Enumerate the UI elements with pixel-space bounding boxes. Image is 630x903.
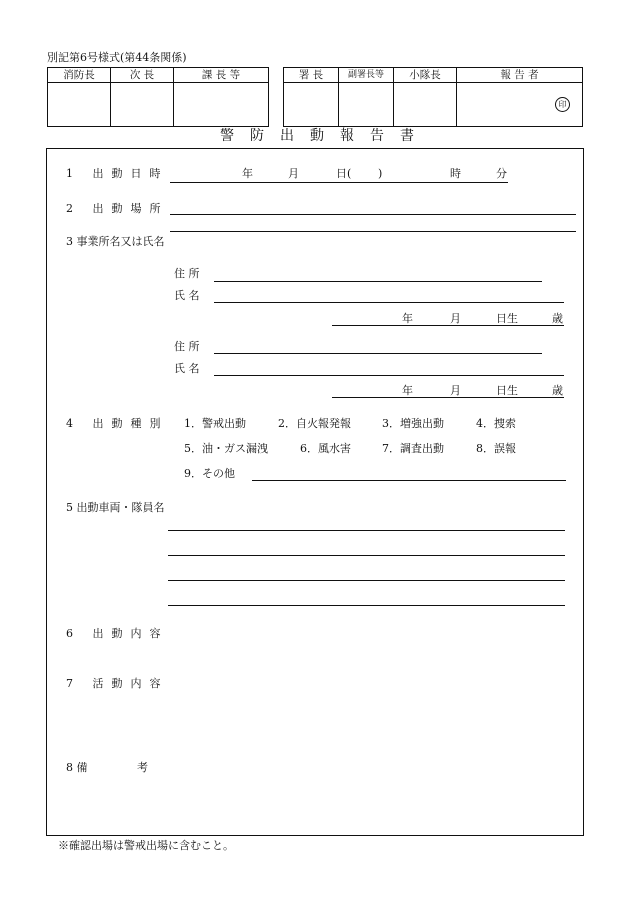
- birth-month-unit-1: 月: [450, 312, 461, 325]
- name-field-2[interactable]: [214, 375, 564, 376]
- dispatch-type-option-4[interactable]: 4．捜索: [476, 417, 516, 430]
- dispatch-minute-unit: 分: [496, 167, 507, 180]
- stamp-header-fire-chief: 消防長: [48, 68, 111, 83]
- dispatch-type-option-2[interactable]: 2．自火報発報: [278, 417, 351, 430]
- address-field-2[interactable]: [214, 353, 542, 354]
- label-address-2: 住 所: [174, 340, 200, 353]
- age-unit-2: 歳: [552, 384, 563, 397]
- label-dispatch-content: 6 出動内容: [66, 627, 169, 640]
- stamp-box-deputy-chief[interactable]: [111, 83, 174, 127]
- birthdate-field-1[interactable]: [332, 325, 564, 326]
- stamp-header-platoon-leader: 小隊長: [394, 68, 457, 83]
- dispatch-place-line-2[interactable]: [170, 231, 576, 232]
- approval-stamp-table-left: [47, 67, 269, 127]
- stamp-box-platoon-leader[interactable]: [394, 83, 457, 127]
- birth-year-unit-2: 年: [402, 384, 413, 397]
- vehicles-line-4[interactable]: [168, 605, 565, 606]
- stamp-box-reporter[interactable]: [457, 83, 583, 127]
- stamp-box-fire-chief[interactable]: [48, 83, 111, 127]
- vehicles-line-3[interactable]: [168, 580, 565, 581]
- stamp-header-section-chief: 課 長 等: [174, 68, 269, 83]
- stamp-header-deputy-station-chief: 副署長等: [339, 68, 394, 83]
- dispatch-weekday-close: ): [378, 167, 383, 180]
- dispatch-type-option-1[interactable]: 1．警戒出動: [184, 417, 246, 430]
- label-vehicles-personnel: 5 出動車両・隊員名: [66, 501, 165, 514]
- dispatch-day-unit: 日(: [336, 167, 352, 180]
- vehicles-line-1[interactable]: [168, 530, 565, 531]
- dispatch-type-option-9[interactable]: 9．その他: [184, 467, 235, 480]
- stamp-box-station-chief[interactable]: [284, 83, 339, 127]
- label-business-or-name: 3 事業所名又は氏名: [66, 235, 165, 248]
- dispatch-type-option-5[interactable]: 5．油・ガス漏洩: [184, 442, 268, 455]
- birth-day-unit-1: 日生: [496, 312, 518, 325]
- label-remarks-suffix: 考: [137, 761, 148, 774]
- form-reference: 別記第6号様式(第44条関係): [47, 51, 187, 64]
- form-frame: [46, 148, 584, 836]
- birthdate-field-2[interactable]: [332, 397, 564, 398]
- dispatch-hour-unit: 時: [450, 167, 461, 180]
- address-field-1[interactable]: [214, 281, 542, 282]
- label-name-1: 氏 名: [174, 289, 200, 302]
- stamp-header-reporter: 報 告 者: [457, 68, 583, 83]
- stamp-box-deputy-station-chief[interactable]: [339, 83, 394, 127]
- label-address-1: 住 所: [174, 267, 200, 280]
- seal-mark: 印: [555, 97, 570, 112]
- dispatch-type-option-8[interactable]: 8．誤報: [476, 442, 516, 455]
- name-field-1[interactable]: [214, 302, 564, 303]
- dispatch-type-option-7[interactable]: 7．調査出動: [382, 442, 444, 455]
- footnote: ※確認出場は警戒出場に含むこと。: [58, 839, 234, 852]
- dispatch-type-other-field[interactable]: [252, 480, 566, 481]
- label-activity-content: 7 活動内容: [66, 677, 169, 690]
- label-dispatch-datetime: 1 出動日時: [66, 167, 169, 180]
- stamp-header-station-chief: 署 長: [284, 68, 339, 83]
- label-name-2: 氏 名: [174, 362, 200, 375]
- stamp-box-section-chief[interactable]: [174, 83, 269, 127]
- birth-day-unit-2: 日生: [496, 384, 518, 397]
- stamp-header-deputy-chief: 次 長: [111, 68, 174, 83]
- dispatch-place-line-1[interactable]: [170, 214, 576, 215]
- label-remarks: 8 備: [66, 761, 88, 774]
- birth-month-unit-2: 月: [450, 384, 461, 397]
- page-title: 警防出動報告書: [220, 128, 430, 144]
- age-unit-1: 歳: [552, 312, 563, 325]
- dispatch-month-unit: 月: [288, 167, 299, 180]
- birth-year-unit-1: 年: [402, 312, 413, 325]
- label-dispatch-type: 4 出動種別: [66, 417, 169, 430]
- dispatch-type-option-6[interactable]: 6．風水害: [300, 442, 351, 455]
- dispatch-type-option-3[interactable]: 3．増強出動: [382, 417, 444, 430]
- label-dispatch-place: 2 出動場所: [66, 202, 169, 215]
- vehicles-line-2[interactable]: [168, 555, 565, 556]
- approval-stamp-table-right: [283, 67, 583, 127]
- dispatch-year-unit: 年: [242, 167, 253, 180]
